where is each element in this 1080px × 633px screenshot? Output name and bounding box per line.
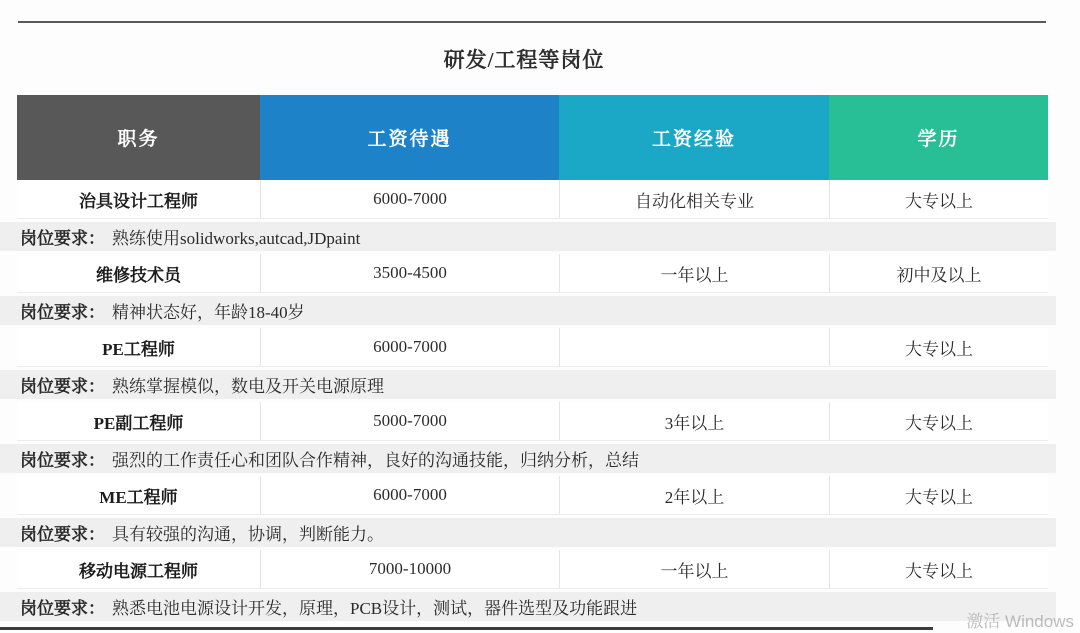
cell-experience: 自动化相关专业 (559, 180, 829, 218)
requirement-label: 岗位要求： (20, 377, 105, 396)
requirement-row (0, 296, 1056, 325)
header-cell-position: 职务 (17, 95, 260, 180)
table-row (17, 476, 1048, 515)
header-cell-experience: 工资经验 (559, 95, 829, 180)
requirement-row (0, 222, 1056, 251)
table-row (17, 402, 1048, 441)
table-body (0, 180, 1080, 621)
requirement-row (0, 592, 1056, 621)
cell-education: 大专以上 (829, 550, 1048, 588)
cell-experience: 一年以上 (559, 254, 829, 292)
cell-position: 移动电源工程师 (79, 561, 198, 581)
requirement-row (0, 370, 1056, 399)
requirement-text: 具有较强的沟通，协调，判断能力。 (112, 525, 384, 544)
cell-position: 维修技术员 (96, 265, 181, 285)
requirement-text: 强烈的工作责任心和团队合作精神，良好的沟通技能，归纳分析，总结 (112, 451, 639, 470)
requirement-label: 岗位要求： (20, 599, 105, 618)
table-row (17, 254, 1048, 293)
cell-salary: 3500-4500 (260, 254, 559, 292)
cell-salary: 6000-7000 (260, 328, 559, 366)
cell-salary: 6000-7000 (260, 180, 559, 218)
cell-experience (559, 328, 829, 366)
requirement-text: 熟悉电池电源设计开发，原理，PCB设计，测试，器件选型及功能跟进 (112, 599, 638, 618)
cell-position: 治具设计工程师 (79, 191, 198, 211)
requirement-label: 岗位要求： (20, 525, 105, 544)
cell-education: 初中及以上 (829, 254, 1048, 292)
cell-salary: 5000-7000 (260, 402, 559, 440)
page-title: 研发/工程等岗位 (443, 48, 605, 72)
table-header-row (17, 95, 1048, 180)
requirement-label: 岗位要求： (20, 303, 105, 322)
cell-salary: 6000-7000 (260, 476, 559, 514)
cell-experience: 3年以上 (559, 402, 829, 440)
cell-education: 大专以上 (829, 402, 1048, 440)
requirement-text: 精神状态好，年龄18-40岁 (112, 303, 305, 322)
bottom-divider-line (0, 627, 933, 630)
cell-education: 大专以上 (829, 328, 1048, 366)
cell-position: PE副工程师 (93, 413, 184, 433)
table-row (17, 328, 1048, 367)
table-row (17, 550, 1048, 589)
cell-education: 大专以上 (829, 180, 1048, 218)
windows-activation-watermark: 激活 Windows (966, 612, 1074, 631)
header-cell-salary: 工资待遇 (260, 95, 559, 180)
requirement-row (0, 518, 1056, 547)
cell-salary: 7000-10000 (260, 550, 559, 588)
cell-position: PE工程师 (102, 339, 175, 359)
requirement-row (0, 444, 1056, 473)
requirement-label: 岗位要求： (20, 229, 105, 248)
requirement-text: 熟练使用solidworks,autcad,JDpaint (112, 229, 361, 248)
cell-education: 大专以上 (829, 476, 1048, 514)
jobs-table (0, 95, 1080, 624)
table-row (17, 180, 1048, 219)
cell-position: ME工程师 (99, 487, 178, 507)
requirement-text: 熟练掌握模似，数电及开关电源原理 (112, 377, 384, 396)
header-cell-education: 学历 (829, 95, 1048, 180)
top-divider-line (18, 21, 1046, 23)
cell-experience: 一年以上 (559, 550, 829, 588)
requirement-label: 岗位要求： (20, 451, 105, 470)
cell-experience: 2年以上 (559, 476, 829, 514)
